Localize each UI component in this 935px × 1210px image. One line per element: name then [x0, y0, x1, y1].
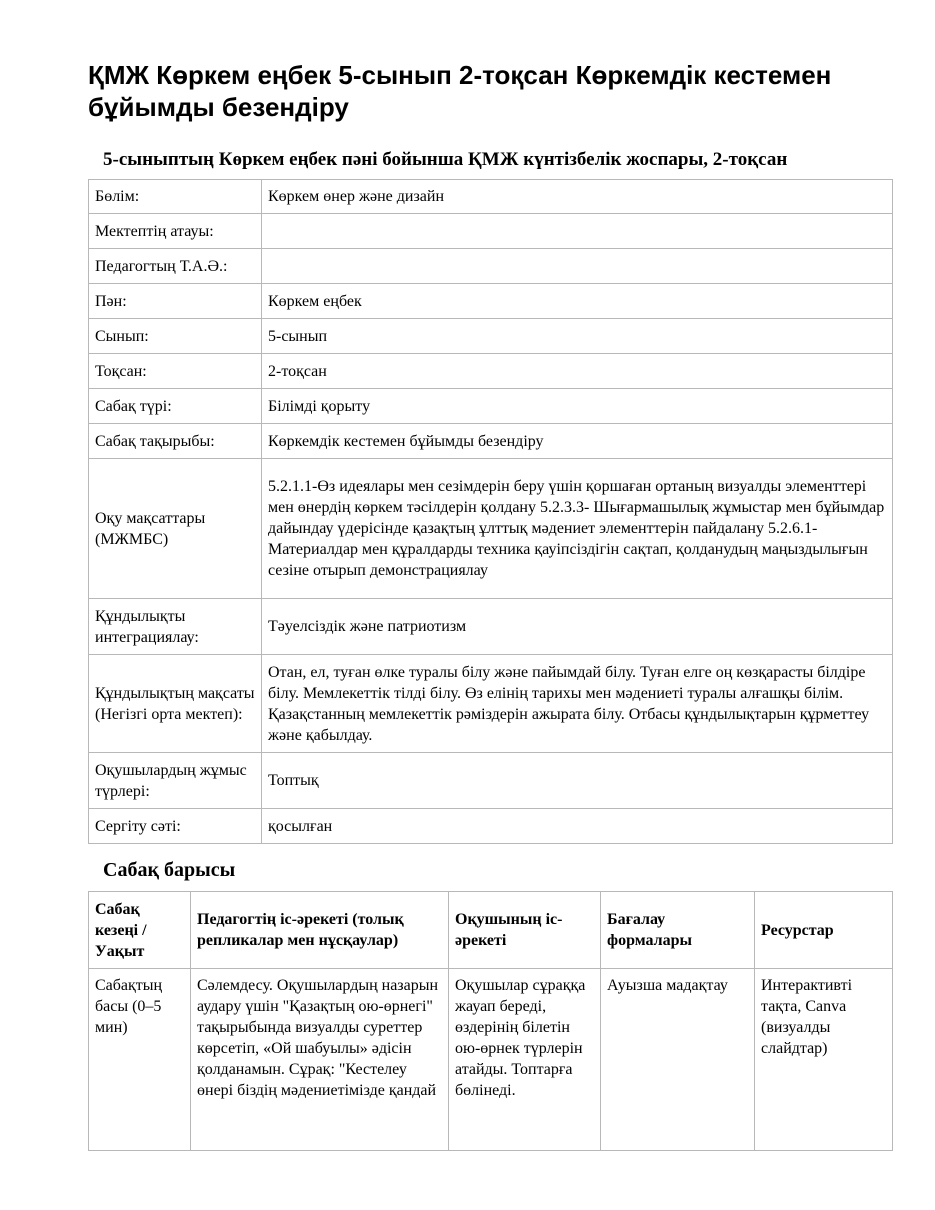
info-row [89, 809, 893, 844]
info-row [89, 389, 893, 424]
document-subtitle: 5-сыныптың Көркем еңбек пәні бойынша ҚМЖ күнтізбелік жоспары, 2-тоқсан [103, 149, 788, 170]
info-label: Пән: [89, 284, 262, 319]
info-label: Педагогтың Т.А.Ә.: [89, 249, 262, 284]
info-label: Оқу мақсаттары (МЖМБС) [89, 459, 262, 599]
info-label: Мектептің атауы: [89, 214, 262, 249]
lesson-cell-teacher: Сәлемдесу. Оқушылардың назарын аудару үшін "Қазақтың ою-өрнегі" тақырыбында визуалды суреттер көрсетіп, «Ой шабуылы» әдісін қолданамын. Сұрақ: "Кестелеу өнері біздің мәдениетімізде қандай [191, 969, 449, 1151]
info-row [89, 180, 893, 214]
lesson-info-table [88, 179, 893, 844]
info-label: Құндылықтың мақсаты (Негізгі орта мектеп): [89, 655, 262, 753]
info-label: Бөлім: [89, 180, 262, 214]
info-value: 5.2.1.1-Өз идеялары мен сезімдерін беру үшін қоршаған ортаның визуалды элементтері мен өнердің көркем тәсілдерін қолдану 5.2.3.3- Шығармашылық жұмыстар мен бұйымдар дайындау үдерісінде қазақтың ұлттық мәдениет элементтерін пайдалану 5.2.6.1-Материалдар мен құралдарды техника қауіпсіздігін сақтап, қолданудың маңыздылығын сезіне отырып демонстрациялау [262, 459, 893, 599]
header-resources: Ресурстар [755, 892, 893, 969]
lesson-plan-table [88, 891, 893, 1151]
info-row [89, 753, 893, 809]
info-row [89, 214, 893, 249]
info-label: Құндылықты интеграциялау: [89, 599, 262, 655]
info-value: қосылған [262, 809, 893, 844]
info-row [89, 354, 893, 389]
info-row [89, 424, 893, 459]
lesson-header-row [89, 892, 893, 969]
info-row [89, 599, 893, 655]
info-value: Отан, ел, туған өлке туралы білу және пайымдай білу. Туған елге оң көзқарасты білдіре білу. Мемлекеттік тілді білу. Өз елінің тарихы мен мәдениеті туралы алғашқы білім. Қазақстанның мемлекеттік рәміздерін ажырата білу. Отбасы құндылықтарын құрметтеу және қабылдау. [262, 655, 893, 753]
lesson-cell-student: Оқушылар сұраққа жауап береді, өздерінің білетін ою-өрнек түрлерін атайды. Топтарға бөлінеді. [449, 969, 601, 1151]
info-label: Сабақ түрі: [89, 389, 262, 424]
info-value: Білімді қорыту [262, 389, 893, 424]
info-label: Тоқсан: [89, 354, 262, 389]
info-value: Көркемдік кестемен бұйымды безендіру [262, 424, 893, 459]
info-row [89, 319, 893, 354]
info-value: Тәуелсіздік және патриотизм [262, 599, 893, 655]
info-label: Оқушылардың жұмыс түрлері: [89, 753, 262, 809]
header-stage: Сабақ кезеңі / Уақыт [89, 892, 191, 969]
lesson-progress-heading: Сабақ барысы [103, 859, 236, 881]
header-student-activity: Оқушының іс-әрекеті [449, 892, 601, 969]
document-title: ҚМЖ Көркем еңбек 5-сынып 2-тоқсан Көркемдік кестемен бұйымды безендіру [88, 60, 832, 122]
info-value [262, 214, 893, 249]
info-value [262, 249, 893, 284]
info-value: Көркем еңбек [262, 284, 893, 319]
info-row [89, 249, 893, 284]
info-label: Сабақ тақырыбы: [89, 424, 262, 459]
lesson-row [89, 969, 893, 1151]
info-value: 5-сынып [262, 319, 893, 354]
info-value: Көркем өнер және дизайн [262, 180, 893, 214]
info-value: Топтық [262, 753, 893, 809]
info-row [89, 655, 893, 753]
info-label: Сынып: [89, 319, 262, 354]
header-assessment: Бағалау формалары [601, 892, 755, 969]
info-row [89, 284, 893, 319]
lesson-cell-stage: Сабақтың басы (0–5 мин) [89, 969, 191, 1151]
lesson-cell-resources: Интерактивті тақта, Canva (визуалды слайдтар) [755, 969, 893, 1151]
info-value: 2-тоқсан [262, 354, 893, 389]
lesson-cell-assessment: Ауызша мадақтау [601, 969, 755, 1151]
info-row [89, 459, 893, 599]
info-label: Сергіту сәті: [89, 809, 262, 844]
header-teacher-activity: Педагогтің іс-әрекеті (толық репликалар мен нұсқаулар) [191, 892, 449, 969]
